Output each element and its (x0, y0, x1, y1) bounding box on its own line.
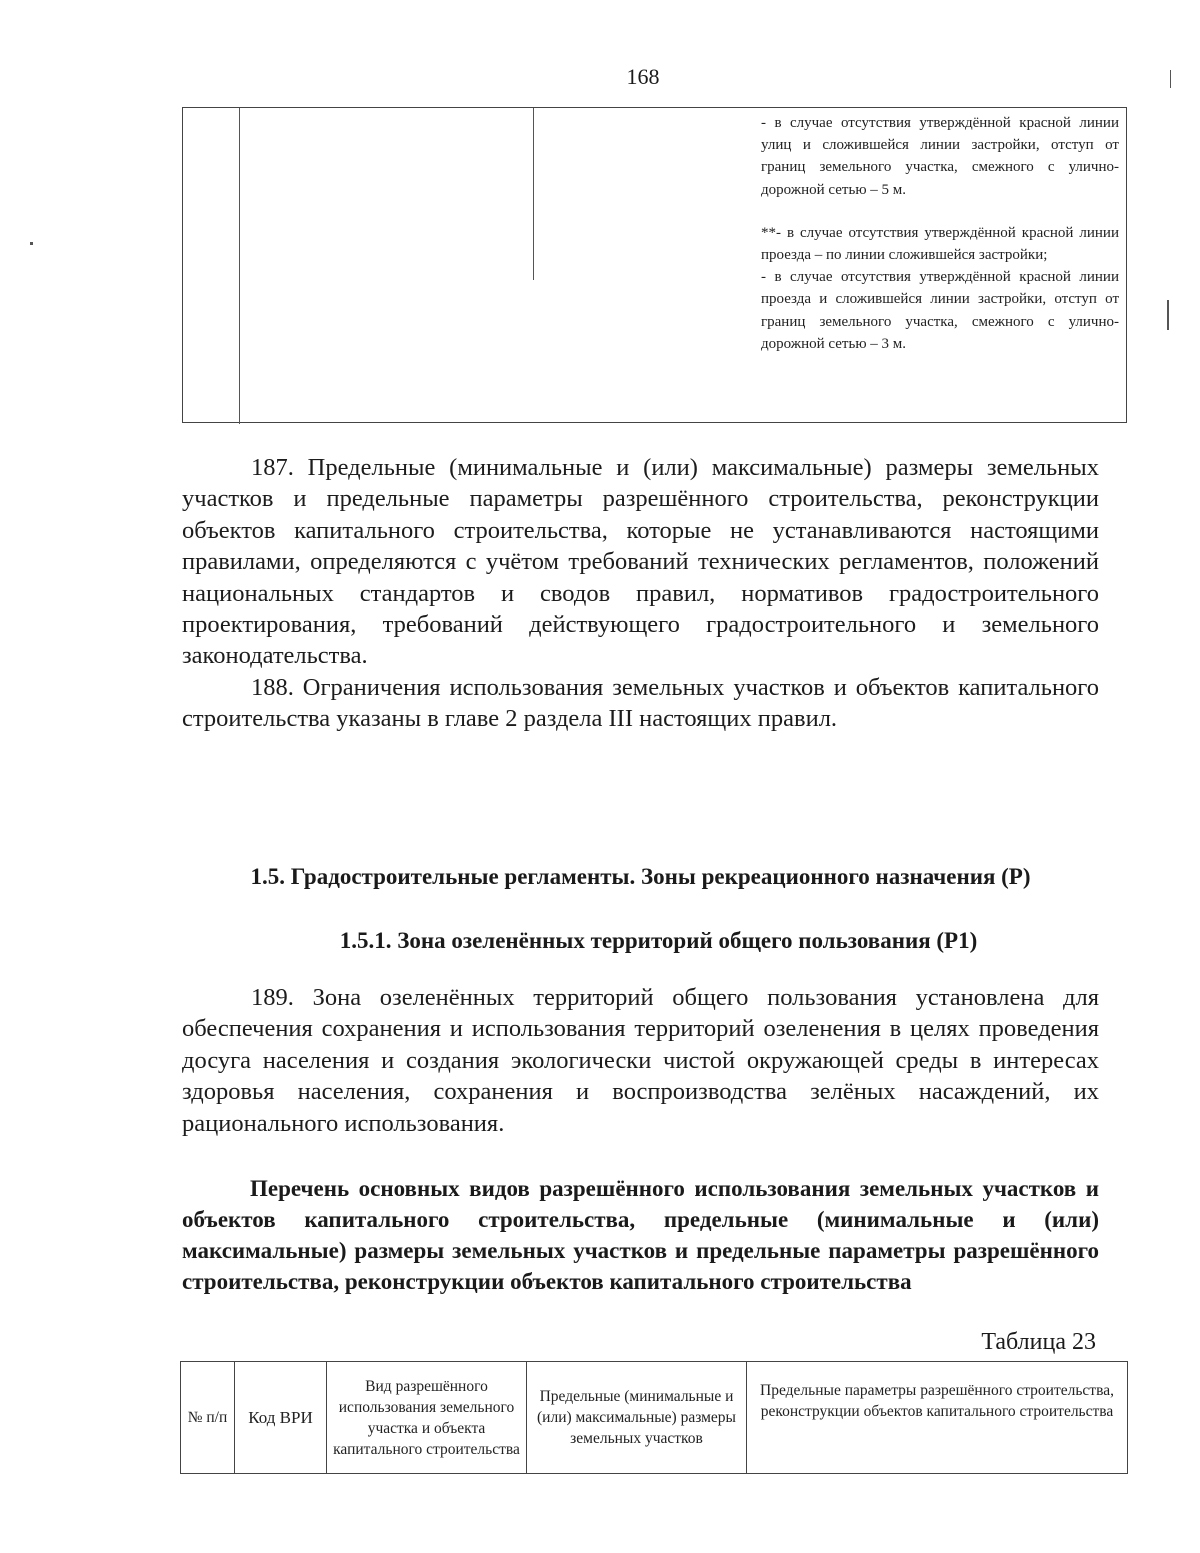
header-code: Код ВРИ (235, 1362, 327, 1474)
scan-edge-mark (1170, 70, 1171, 88)
header-sizes: Предельные (минимальные и (или) максимальные) размеры земельных участков (527, 1362, 747, 1474)
column-divider (533, 108, 534, 280)
scan-edge-mark (30, 242, 33, 245)
cell-paragraph: - в случае отсутствия утверждённой красной линии проезда и сложившейся линии застройки, отступ от границ земельного участка, смежного с улично-дорожной сетью – 3 м. (761, 269, 1119, 352)
body-text-block (182, 452, 1099, 735)
table-cell-text (761, 112, 1119, 355)
paragraph-188: 188. Ограничения использования земельных участков и объектов капитального строительства указаны в главе 2 раздела III настоящих правил. (182, 673, 1099, 733)
paragraph-187: 187. Предельные (минимальные и (или) максимальные) размеры земельных участков и предельные параметры разрешённого строительства, реконструкции объектов капитального строительства, которые не устанавливаются настоящими правилами, определяются с учётом требований технических регламентов, положений национальных стандартов и сводов правил, нормативов градостроительного проектирования, требований действующего градостроительного и земельного законодательства. (182, 454, 1099, 670)
cell-paragraph: - в случае отсутствия утверждённой красной линии улиц и сложившейся линии застройки, отступ от границ земельного участка, смежного с улично-дорожной сетью – 5 м. (761, 115, 1119, 198)
header-kind: Вид разрешённого использования земельного участка и объекта капитального строительства (327, 1362, 527, 1474)
regulations-table (180, 1361, 1128, 1474)
section-heading: 1.5. Градостроительные регламенты. Зоны рекреационного назначения (Р) (250, 864, 1031, 889)
table-label: Таблица 23 (981, 1329, 1096, 1355)
page-number: 168 (626, 64, 660, 89)
continuation-table (182, 107, 1127, 423)
body-text-block (182, 982, 1099, 1139)
paragraph-189: 189. Зона озеленённых территорий общего пользования установлена для обеспечения сохранения и использования территорий озеленения в целях проведения досуга населения и создания экологически чистой окружающей среды в интересах здоровья населения, сохранения и воспроизводства зелёных насаждений, их рационального использования. (182, 984, 1099, 1137)
header-num: № п/п (181, 1362, 235, 1474)
table-header-row (181, 1362, 1128, 1474)
list-title: Перечень основных видов разрешённого использования земельных участков и объектов капитального строительства, предельные (минимальные и (или) максимальные) размеры земельных участков и предельные параметры разрешённого строительства, реконструкции объектов капитального строительства (182, 1176, 1099, 1294)
scan-edge-mark (1167, 300, 1169, 330)
subsection-heading: 1.5.1. Зона озеленённых территорий общего пользования (Р1) (339, 928, 978, 953)
header-params: Предельные параметры разрешённого строительства, реконструкции объектов капитального строительства (747, 1362, 1128, 1474)
column-divider (239, 108, 240, 424)
cell-paragraph: **- в случае отсутствия утверждённой красной линии проезда – по линии сложившейся застройки; (761, 224, 1119, 264)
